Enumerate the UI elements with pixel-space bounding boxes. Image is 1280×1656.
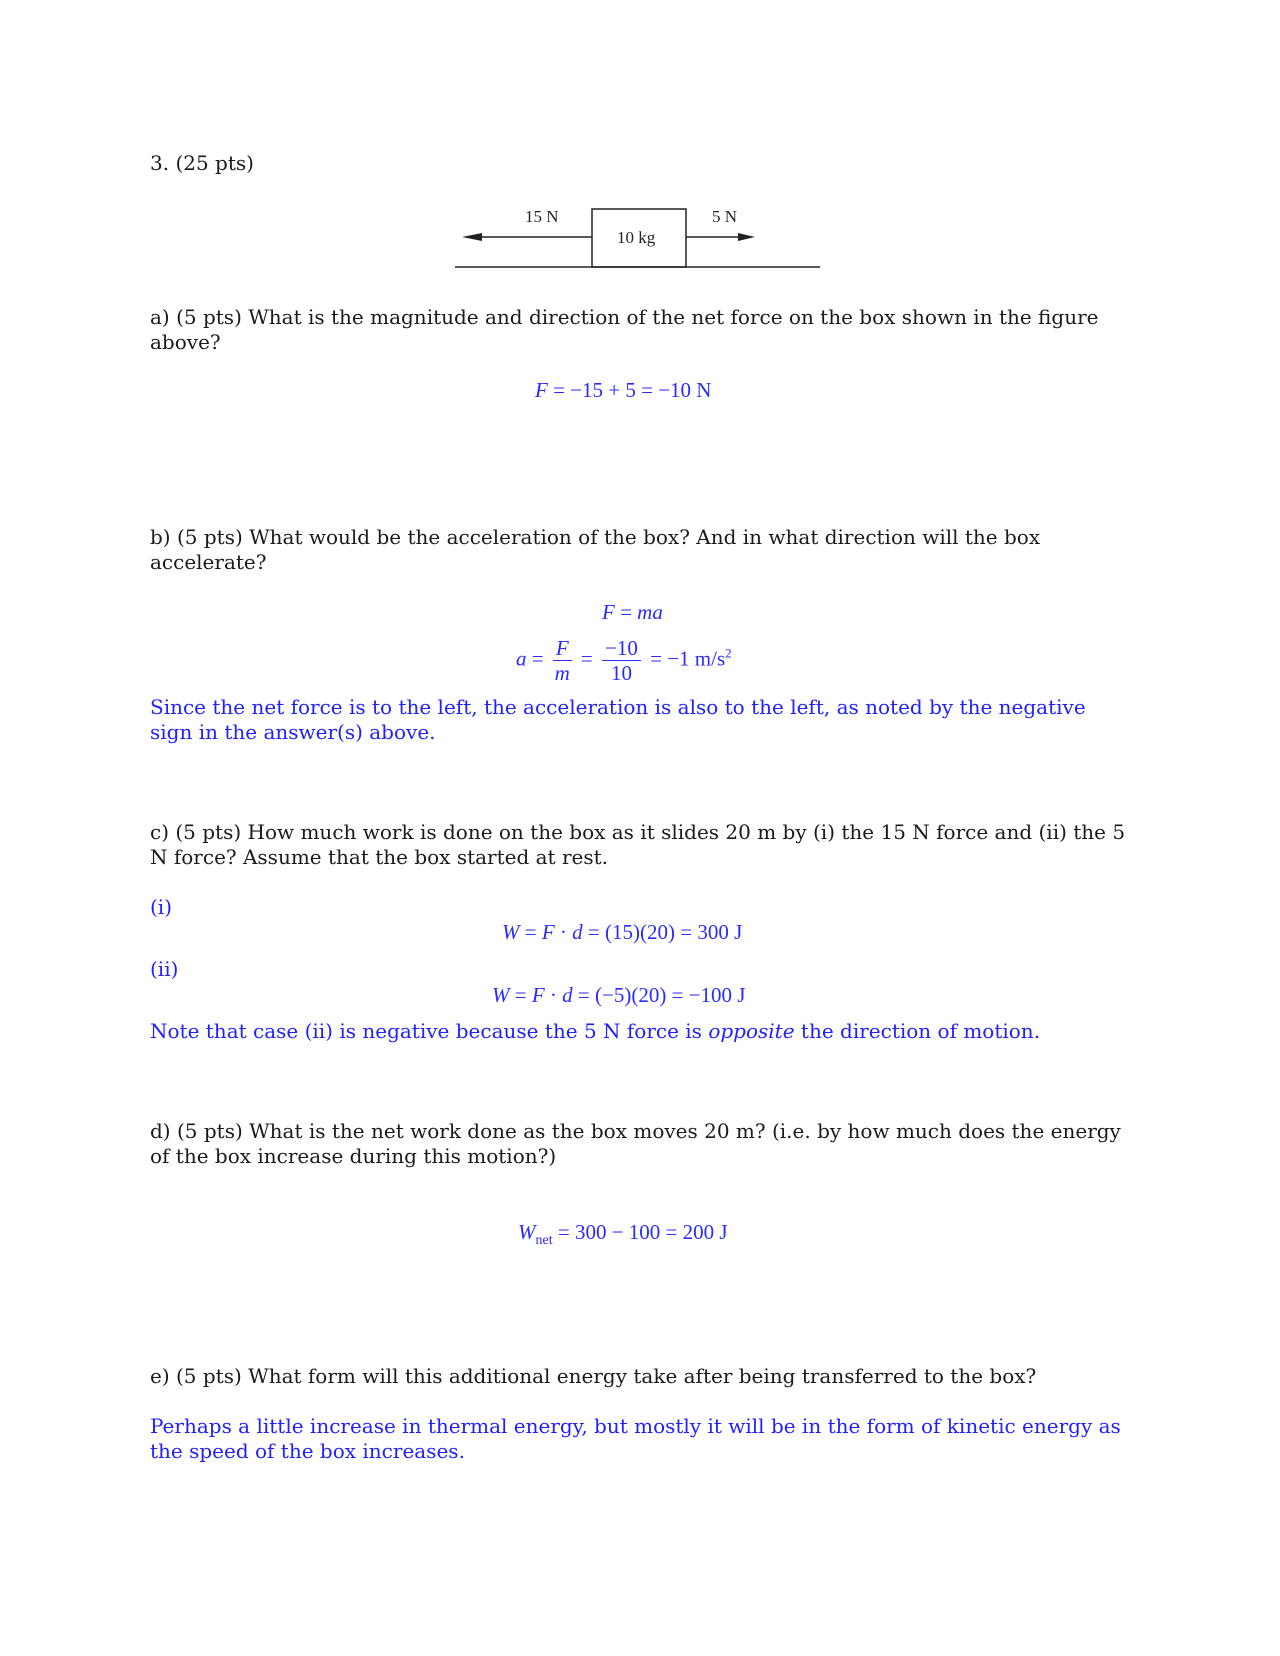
answer-e: Perhaps a little increase in thermal energy, but mostly it will be in the form of kinetic energy as the speed of the box increases. <box>150 1414 1121 1463</box>
eq-c-ii-rest: = (−5)(20) = −100 J <box>572 983 746 1007</box>
right-force-label: 5 N <box>712 207 738 226</box>
eq-b2-lhs: a <box>516 646 527 671</box>
note-emphasis: opposite <box>708 1019 795 1043</box>
left-force-label: 15 N <box>525 207 559 226</box>
note-text: the direction of motion. <box>794 1019 1041 1043</box>
eq-d: d <box>562 983 573 1007</box>
fraction-denominator: m <box>554 661 570 685</box>
eq-b1-rhs: ma <box>637 600 663 624</box>
left-arrow-icon <box>462 233 482 241</box>
question-b: b) (5 pts) What would be the acceleration of the box? And in what direction will the box accelerate? <box>150 525 1041 574</box>
eq-W: W <box>502 920 520 944</box>
force-diagram <box>450 200 830 275</box>
mass-label: 10 kg <box>617 228 656 247</box>
right-arrow-icon <box>738 233 755 241</box>
label-ii: (ii) <box>150 957 179 981</box>
eq-subscript: net <box>535 1233 553 1249</box>
fraction-numerator: F <box>553 636 572 661</box>
eq-sign: = <box>509 983 532 1007</box>
question-e: e) (5 pts) What form will this additional energy take after being transferred to the box? <box>150 1364 1037 1388</box>
fraction-F-over-m <box>553 636 572 685</box>
problem-heading: 3. (25 pts) <box>150 151 254 175</box>
equation-a <box>535 378 711 403</box>
eq-sign: = <box>526 646 549 671</box>
equation-b2 <box>516 636 732 685</box>
eq-b1-lhs: F <box>602 600 615 624</box>
question-a: a) (5 pts) What is the magnitude and direction of the net force on the box shown in the figure above? <box>150 305 1099 354</box>
eq-sign: = <box>575 646 599 671</box>
exponent: 2 <box>725 645 732 661</box>
eq-sign: = <box>519 920 542 944</box>
question-d: d) (5 pts) What is the net work done as the box moves 20 m? (i.e. by how much does the energy of the box increase during this motion?) <box>150 1119 1121 1168</box>
eq-sign: = <box>614 600 638 624</box>
equation-d <box>518 1220 728 1249</box>
eq-b2-result: = −1 m/s <box>644 646 726 671</box>
note-c <box>150 1019 1130 1044</box>
eq-d-rest: = 300 − 100 = 200 J <box>552 1220 728 1244</box>
eq-W: W <box>518 1220 536 1244</box>
equation-b1 <box>602 600 663 625</box>
eq-d: d <box>572 920 583 944</box>
eq-F: F <box>531 983 545 1007</box>
eq-a-lhs: F <box>535 378 548 402</box>
label-i: (i) <box>150 895 173 919</box>
answer-b: Since the net force is to the left, the acceleration is also to the left, as noted by the negative sign in the answer(s) above. <box>150 695 1086 744</box>
eq-dot: · <box>544 983 563 1007</box>
equation-c-i <box>502 920 742 945</box>
note-text: Note that case (ii) is negative because the 5 N force is <box>150 1019 709 1043</box>
fraction-numerator: −10 <box>602 636 641 661</box>
eq-c-i-rest: = (15)(20) = 300 J <box>582 920 743 944</box>
eq-F: F <box>541 920 555 944</box>
eq-W: W <box>492 983 510 1007</box>
fraction-denominator: 10 <box>610 661 632 685</box>
equation-c-ii <box>492 983 745 1008</box>
eq-dot: · <box>554 920 573 944</box>
fraction-values <box>602 636 641 685</box>
question-c: c) (5 pts) How much work is done on the box as it slides 20 m by (i) the 15 N force and (ii) the 5 N force? Assume that the box started at rest. <box>150 820 1126 869</box>
eq-a-rhs: = −15 + 5 = −10 N <box>547 378 712 402</box>
